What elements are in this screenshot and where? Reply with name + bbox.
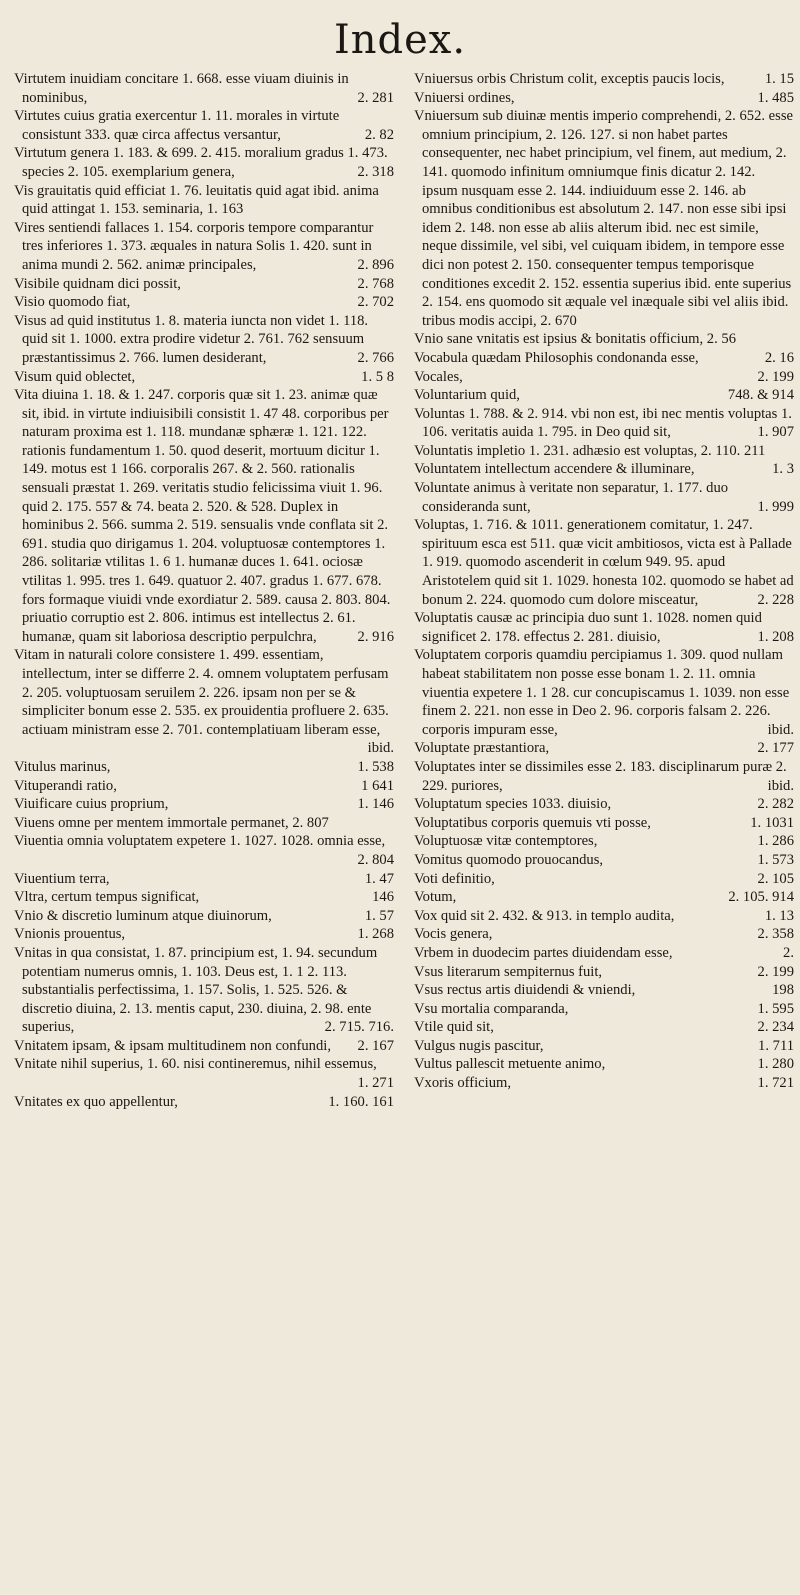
entry-text: Vrbem in duodecim partes diuidendam esse, [414,944,673,961]
entry-reference: 1 641 [361,777,394,794]
index-entry [14,1055,394,1092]
entry-text: Vnio & discretio luminum atque diuinorum, [14,907,272,924]
entry-text: Visibile quidnam dici possit, [14,275,181,292]
entry-reference: 1. 280 [757,1056,794,1073]
entry-text: Vocales, [414,368,463,385]
index-entry [414,349,794,368]
index-entry [414,330,794,349]
index-entry [414,107,794,330]
entry-text: Vtile quid sit, [414,1019,494,1036]
entry-reference: 1. 538 [357,758,394,775]
index-entry [414,925,794,944]
page-title: Index. [333,17,467,63]
entry-reference: 2. 804 [357,851,394,868]
index-entry [414,1055,794,1074]
entry-reference: 2. 702 [357,294,394,311]
index-entry [414,405,794,442]
entry-reference: 198 [772,982,794,999]
index-entry [14,907,394,926]
index-entry [414,1018,794,1037]
entry-reference: ibid. [367,740,394,757]
entry-reference: 1. 573 [757,851,794,868]
index-entry [14,293,394,312]
index-entry [414,460,794,479]
entry-text: Vniuersum sub diuinæ mentis imperio comprehendi, 2. 652. esse omnium principium, 2. 126. 127. si non habet partes consequenter, nec habet principium, vel finem, aut medium, 2. 141. quomodo infinitum omniumque finis dicatur 2. 142. ipsum nusquam esse 2. 144. indiuiduum esse 2. 146. ab omnibus conditionibus est absolutum 2. 147. non esse sibi ipsi idem 2. 148. non esse ab aliis alterum ibid. nec est simile, neque dissimile, vel sibi, vel cuiquam ibidem, in tempore esse dici non potest 2. 150. consequenter tempus temporisque conditiones excedit 2. 152. essentia superius ibid. ente superius 2. 154. ens quomodo sit æquale vel inæquale sibi vel aliis ibid. tribus modis accipi, 2. 670 [414,108,793,329]
entry-reference: 2. 177 [757,740,794,757]
entry-text: Vnionis prouentus, [14,926,126,943]
entry-text: Voluptatum species 1033. diuisio, [414,796,612,813]
entry-reference: 2. 82 [364,126,394,143]
index-entry [14,70,394,107]
entry-reference: 1. 268 [357,926,394,943]
entry-text: Virtutem inuidiam concitare 1. 668. esse viuam diuinis in nominibus, [14,71,349,106]
index-entry [414,870,794,889]
entry-reference: 1. 271 [357,1075,394,1092]
entry-text: Vitulus marinus, [14,758,111,775]
index-entry [414,944,794,963]
index-entry [14,368,394,387]
index-entry [14,312,394,368]
entry-text: Voluptatibus corporis quemuis vti posse, [414,814,651,831]
index-entry [14,870,394,889]
entry-text: Votum, [414,889,457,906]
entry-text: Vniuersus orbis Christum colit, exceptis paucis locis, [414,71,725,87]
entry-reference: 2. 768 [357,275,394,292]
entry-text: Voluntarium quid, [414,387,520,404]
entry-text: Vita diuina 1. 18. & 1. 247. corporis quæ sit 1. 23. animæ quæ sit, ibid. in virtute indiuisibili consistit 1. 47 48. corporibus per naturam proxima est 1. 118. mundanæ sphæræ 1. 121. 122. rationis fundamentum 1. 50. quod deserit, mortuum dicitur 1. 149. motus est 1 166. corporalis 267. & 2. 560. rationalis sensuali præstat 1. 269. veritatis studio felicissima viuit 1. 96. quid 2. 175. 557 & 74. beata 2. 520. & 528. Duplex in hominibus 2. 566. summa 2. 519. sensualis vnde conflata sit 2. 691. studia quo dirigamus 1. 204. voluptuosæ contemptores 1. 286. solitariæ vtilitas 1. 6 1. humanæ duces 1. 641. ociosæ vtilitas 1. 995. tres 1. 649. quatuor 2. 407. gradus 1. 677. 678. fors formaque viuidi vnde exordiatur 2. 589. causa 2. 803. 804. priuatio corruptio est 2. 806. intimus est intellectus 2. 61. humanæ, quam sit laboriosa descriptio perpulchra, [14,387,391,645]
entry-text: Viuentium terra, [14,870,110,887]
entry-text: Voluptuosæ vitæ contemptores, [414,833,598,850]
entry-text: Vnitatem ipsam, & ipsam multitudinem non confundi, [14,1037,331,1054]
entry-text: Voluntatis impletio 1. 231. adhæsio est voluptas, 2. 110. 211 [414,442,766,459]
index-entry [14,219,394,275]
entry-text: Visus ad quid institutus 1. 8. materia iuncta non videt 1. 118. quid sit 1. 1000. extra prodire videtur 2. 761. 762 sensuum præstantissimus 2. 766. lumen desiderant, [14,312,369,366]
entry-reference: 2. 896 [357,256,394,273]
index-columns [6,70,794,1570]
entry-text: Visum quid oblectet, [14,368,136,385]
entry-text: Vnitas in qua consistat, 1. 87. principium est, 1. 94. secundum potentiam numerus omnis, 1. 103. Deus est, 1. 1 2. 113. substantialis perfectissima, 1. 157. Solis, 1. 525. 526. & discretio diuina, 2. 13. mentis caput, 230. diuina, 2. 98. ente superius, [14,944,378,1036]
index-entry [14,1093,394,1112]
index-entry [414,386,794,405]
entry-reference: 1. 47 [364,870,394,887]
entry-text: Virtutum genera 1. 183. & 699. 2. 415. moralium gradus 1. 473. species 2. 105. exemplarium genera, [14,145,388,180]
index-entry [414,1074,794,1093]
entry-text: Vnio sane vnitatis est ipsius & bonitatis officium, 2. 56 [414,331,736,348]
index-entry [414,832,794,851]
entry-reference: 1. 711 [758,1037,794,1054]
entry-text: Voluptatem corporis quamdiu percipiamus 1. 309. quod nullam habeat stabilitatem non posse esse bonam 1. 2. 11. omnia viuentia expetere 1. 1 28. cur concupiscamus 1. 1039. non esse finem 2. 221. non esse in Deo 2. 96. corporis falsam 2. 226. corporis impuram esse, [414,647,790,738]
index-entry [14,832,394,869]
entry-text: Voluntatem intellectum accendere & illuminare, [414,461,695,478]
index-entry [414,1000,794,1019]
index-entry [414,739,794,758]
index-entry [14,944,394,1037]
index-entry [14,795,394,814]
index-entry [414,1037,794,1056]
entry-reference: 1. 595 [757,1000,794,1017]
entry-reference: 2. 199 [757,963,794,980]
index-entry [414,814,794,833]
index-entry [14,814,394,833]
right-column [414,70,794,1093]
index-entry [414,888,794,907]
entry-reference: 1. 5 8 [361,368,394,385]
entry-text: Vniuersi ordines, [414,89,515,106]
index-entry [14,1037,394,1056]
index-entry [414,646,794,739]
entry-reference: 2. 282 [757,796,794,813]
entry-text: Vocis genera, [414,926,493,943]
entry-reference: 1. 721 [757,1075,794,1092]
index-entry [14,646,394,758]
index-entry [14,107,394,144]
entry-reference: 1. 13 [764,907,794,924]
index-entry [414,70,794,89]
entry-text: Voluptas, 1. 716. & 1011. generationem comitatur, 1. 247. spirituum esca est 511. quæ vicit ambitiosos, victa est à Pallade 1. 919. quomodo ascenderit in cœlum 949. 95. apud Aristotelem quid sit 1. 1029. honesta 102. quomodo se habet ad bonum 2. 224. quomodo cum dolore misceatur, [414,517,794,608]
entry-text: Vnitates ex quo appellentur, [14,1093,178,1110]
entry-reference: 2. 281 [357,89,394,106]
entry-reference: 1. 999 [757,498,794,515]
entry-reference: 1. 907 [757,424,794,441]
entry-reference: 748. & 914 [727,387,794,404]
index-entry [414,368,794,387]
entry-reference: ibid. [767,721,794,738]
entry-text: Vocabula quædam Philosophis condonanda esse, [414,349,699,366]
entry-reference: 1. 15 [764,71,794,87]
index-entry [414,795,794,814]
entry-reference: 2. 766 [357,349,394,366]
entry-text: Vulgus nugis pascitur, [414,1037,544,1054]
entry-text: Vis grauitatis quid efficiat 1. 76. leuitatis quid agat ibid. anima quid attingat 1. 153. seminaria, 1. 163 [14,182,379,218]
entry-reference: 1. 286 [757,833,794,850]
entry-reference: 1. 208 [757,628,794,645]
entry-reference: 1. 146 [357,796,394,813]
entry-reference: 2. 167 [357,1037,394,1054]
entry-reference: 2. 318 [357,163,394,180]
entry-text: Vitam in naturali colore consistere 1. 499. essentiam, intellectum, inter se differre 2. 4. omnem voluptatem perfusam 2. 205. voluptuosam seruilem 2. 226. ipsam non per se & simpliciter bonum esse 2. 535. ex prouidentia profluere 2. 635. actiuam ministram esse 2. 701. contemplatiuam liberam esse, [14,647,389,738]
index-entry [414,907,794,926]
entry-reference: 2. 234 [757,1019,794,1036]
entry-text: Virtutes cuius gratia exercentur 1. 11. morales in virtute consistunt 333. quæ circa affectus versantur, [14,108,340,143]
entry-reference: 1. 485 [757,89,794,106]
index-entry [414,963,794,982]
index-entry [414,442,794,461]
entry-text: Vsu mortalia comparanda, [414,1000,569,1017]
index-entry [414,479,794,516]
entry-text: Voluptates inter se dissimiles esse 2. 183. disciplinarum puræ 2. 229. puriores, [414,758,787,794]
entry-reference: 2. 715. 716. [324,1019,394,1036]
index-entry [14,182,394,219]
entry-reference: 2. 228 [757,591,794,608]
index-entry [414,851,794,870]
entry-text: Viuentia omnia voluptatem expetere 1. 1027. 1028. omnia esse, [14,833,386,850]
entry-reference: 1. 57 [364,907,394,924]
entry-text: Vires sentiendi fallaces 1. 154. corporis tempore comparantur tres inferiores 1. 373. æquales in natura Solis 1. 420. sunt in anima mundi 2. 562. animæ principales, [14,219,374,273]
entry-text: Voti definitio, [414,870,495,887]
entry-reference: 2. 358 [757,926,794,943]
entry-text: Vnitate nihil superius, 1. 60. nisi contineremus, nihil essemus, [14,1056,377,1073]
entry-text: Viuens omne per mentem immortale permanet, 2. 807 [14,814,329,831]
index-entry [14,386,394,646]
entry-reference: 2. 16 [764,349,794,366]
entry-text: Visio quomodo fiat, [14,294,131,311]
index-entry [14,925,394,944]
entry-reference: 2. [783,944,794,961]
index-entry [414,981,794,1000]
index-entry [14,758,394,777]
entry-text: Vomitus quomodo prouocandus, [414,851,604,868]
entry-text: Voluptatis causæ ac principia duo sunt 1. 1028. nomen quid significet 2. 178. effectus 2. 281. diuisio, [414,610,762,645]
entry-text: Vox quid sit 2. 432. & 913. in templo audita, [414,907,675,924]
entry-reference: 1. 160. 161 [328,1093,394,1110]
entry-text: Voluptate præstantiora, [414,740,550,757]
entry-text: Vultus pallescit metuente animo, [414,1056,606,1073]
entry-text: Vxoris officium, [414,1075,512,1092]
entry-text: Vltra, certum tempus significat, [14,889,200,906]
index-entry [14,888,394,907]
entry-text: Vituperandi ratio, [14,777,117,794]
entry-reference: 1. 3 [772,461,794,478]
index-entry [414,516,794,609]
entry-reference: 2. 199 [757,368,794,385]
entry-reference: ibid. [767,777,794,794]
entry-text: Voluntas 1. 788. & 2. 914. vbi non est, ibi nec mentis voluptas 1. 106. veritatis auida 1. 795. in Deo quid sit, [414,405,792,441]
left-column [14,70,394,1111]
entry-reference: 146 [372,889,394,906]
entry-text: Vsus literarum sempiternus fuit, [414,963,603,980]
index-entry [414,609,794,646]
entry-reference: 2. 916 [357,628,394,645]
entry-text: Vsus rectus artis diuidendi & vniendi, [414,982,636,999]
entry-reference: 1. 1031 [750,814,794,831]
index-entry [14,275,394,294]
index-entry [14,144,394,181]
index-entry [414,758,794,795]
index-entry [14,777,394,796]
entry-text: Voluntate animus à veritate non separatur, 1. 177. duo consideranda sunt, [414,480,729,515]
index-entry [414,89,794,108]
entry-reference: 2. 105 [757,870,794,887]
entry-reference: 2. 105. 914 [728,889,794,906]
entry-text: Viuificare cuius proprium, [14,796,169,813]
